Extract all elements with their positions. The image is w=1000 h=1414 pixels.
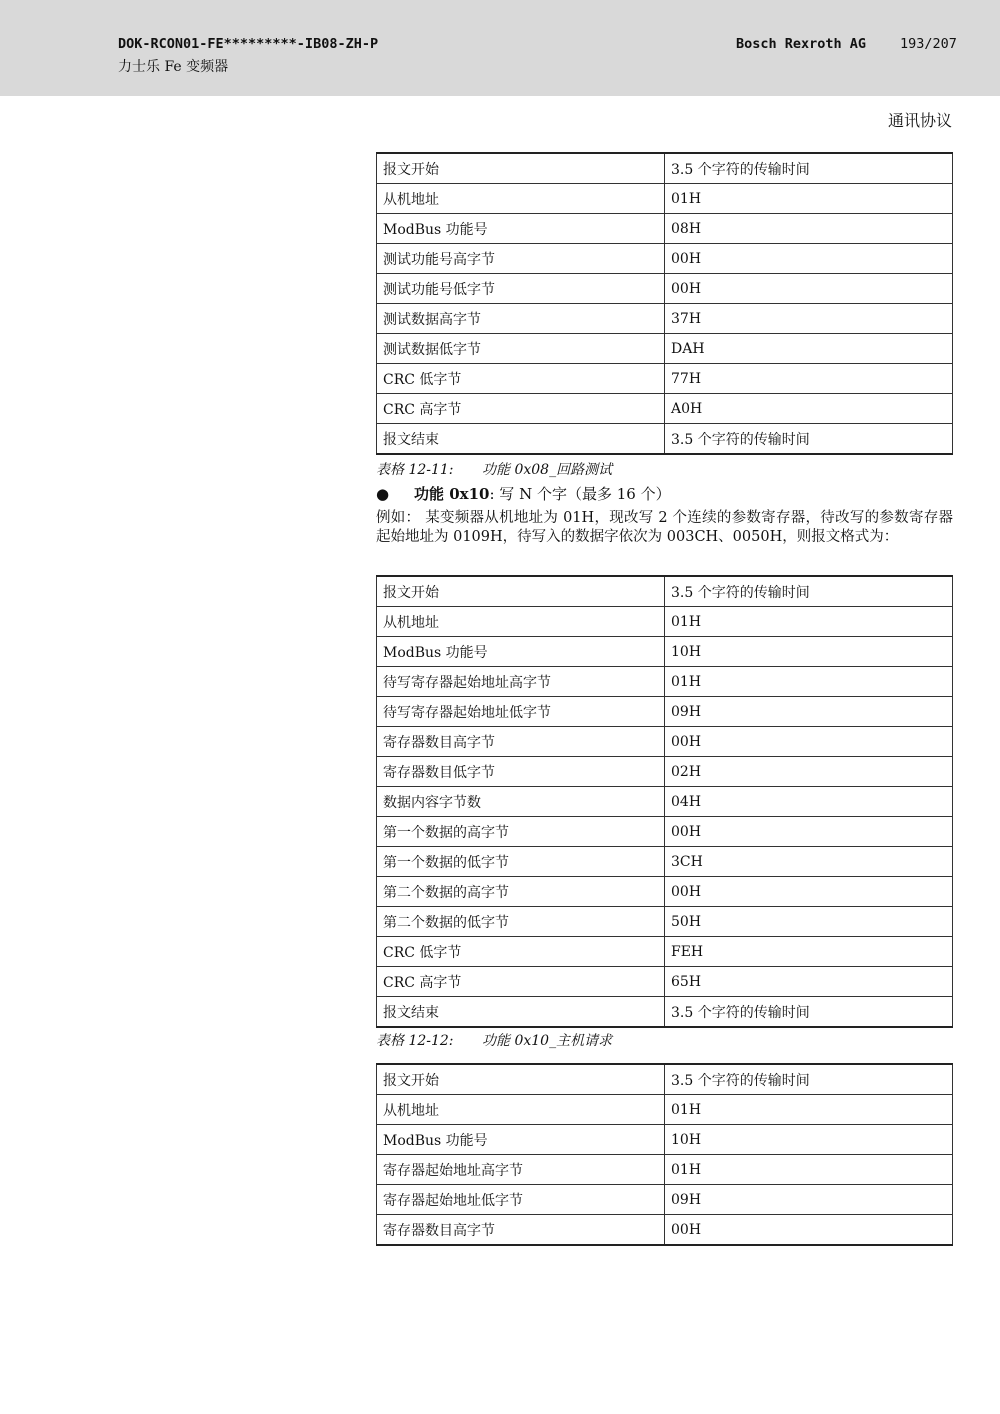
field-value-cell: DAH — [665, 334, 953, 364]
function-description: : 写 N 个字（最多 16 个） — [489, 485, 671, 503]
field-name-cell: 从机地址 — [377, 1095, 665, 1125]
table-row — [377, 1064, 953, 1095]
field-value-cell: 3.5 个字符的传输时间 — [665, 153, 953, 184]
function-name: 功能 0x10 — [414, 485, 490, 503]
field-value-cell: 3.5 个字符的传输时间 — [665, 1064, 953, 1095]
field-value-cell: 3CH — [665, 847, 953, 877]
field-name-cell: ModBus 功能号 — [377, 1125, 665, 1155]
field-value-cell: 50H — [665, 907, 953, 937]
field-value-cell: 08H — [665, 214, 953, 244]
table-row — [377, 697, 953, 727]
table-row — [377, 244, 953, 274]
field-value-cell: 00H — [665, 817, 953, 847]
field-value-cell: 77H — [665, 364, 953, 394]
table-row — [377, 997, 953, 1028]
field-name-cell: CRC 高字节 — [377, 394, 665, 424]
field-name-cell: 测试数据低字节 — [377, 334, 665, 364]
table-row — [377, 757, 953, 787]
field-value-cell: 00H — [665, 877, 953, 907]
field-value-cell: 00H — [665, 1215, 953, 1246]
field-name-cell: 第一个数据的高字节 — [377, 817, 665, 847]
page-number: 193/207 — [900, 36, 957, 52]
bullet-item — [376, 483, 671, 504]
table-row — [377, 1095, 953, 1125]
table-row — [377, 1155, 953, 1185]
field-name-cell: 测试功能号低字节 — [377, 274, 665, 304]
field-name-cell: 测试数据高字节 — [377, 304, 665, 334]
table-row — [377, 937, 953, 967]
table-row — [377, 847, 953, 877]
table-row — [377, 787, 953, 817]
field-value-cell: 01H — [665, 1095, 953, 1125]
field-name-cell: 报文开始 — [377, 153, 665, 184]
caption-number: 表格 12-12: — [376, 1033, 454, 1049]
field-name-cell: 寄存器数目高字节 — [377, 1215, 665, 1246]
field-name-cell: 第二个数据的低字节 — [377, 907, 665, 937]
field-value-cell: 09H — [665, 697, 953, 727]
product-name: 力士乐 Fe 变频器 — [118, 59, 229, 75]
field-value-cell: 09H — [665, 1185, 953, 1215]
field-value-cell: 65H — [665, 967, 953, 997]
function-10-request-table — [376, 575, 953, 1028]
table-caption — [376, 459, 612, 479]
field-value-cell: 00H — [665, 727, 953, 757]
table-row — [377, 817, 953, 847]
field-name-cell: 第一个数据的低字节 — [377, 847, 665, 877]
field-value-cell: A0H — [665, 394, 953, 424]
field-name-cell: CRC 高字节 — [377, 967, 665, 997]
field-name-cell: 寄存器起始地址高字节 — [377, 1155, 665, 1185]
field-name-cell: 待写寄存器起始地址高字节 — [377, 667, 665, 697]
table-row — [377, 967, 953, 997]
table-row — [377, 1125, 953, 1155]
table-row — [377, 394, 953, 424]
field-name-cell: 报文开始 — [377, 576, 665, 607]
table-row — [377, 334, 953, 364]
field-value-cell: 00H — [665, 244, 953, 274]
field-name-cell: 数据内容字节数 — [377, 787, 665, 817]
field-name-cell: 第二个数据的高字节 — [377, 877, 665, 907]
caption-text: 功能 0x10_主机请求 — [482, 1033, 613, 1049]
table-row — [377, 304, 953, 334]
field-value-cell: 02H — [665, 757, 953, 787]
caption-number: 表格 12-11: — [376, 462, 454, 478]
field-value-cell: 00H — [665, 274, 953, 304]
field-name-cell: 从机地址 — [377, 184, 665, 214]
table-row — [377, 1215, 953, 1246]
bullet-icon: ● — [376, 485, 390, 503]
table-row — [377, 727, 953, 757]
table-row — [377, 214, 953, 244]
table-row — [377, 364, 953, 394]
section-title: 通讯协议 — [887, 111, 952, 130]
field-name-cell: 待写寄存器起始地址低字节 — [377, 697, 665, 727]
table-row — [377, 667, 953, 697]
field-value-cell: 04H — [665, 787, 953, 817]
field-value-cell: 3.5 个字符的传输时间 — [665, 576, 953, 607]
field-value-cell: 3.5 个字符的传输时间 — [665, 997, 953, 1028]
field-value-cell: 10H — [665, 637, 953, 667]
field-value-cell: 01H — [665, 1155, 953, 1185]
field-value-cell: 01H — [665, 667, 953, 697]
table-row — [377, 637, 953, 667]
table-row — [377, 274, 953, 304]
field-name-cell: 从机地址 — [377, 607, 665, 637]
field-name-cell: 报文结束 — [377, 997, 665, 1028]
table-row — [377, 877, 953, 907]
table-row — [377, 1185, 953, 1215]
field-name-cell: 寄存器起始地址低字节 — [377, 1185, 665, 1215]
field-name-cell: 寄存器数目高字节 — [377, 727, 665, 757]
caption-text: 功能 0x08_回路测试 — [482, 462, 613, 478]
table-row — [377, 184, 953, 214]
field-value-cell: 10H — [665, 1125, 953, 1155]
page-header — [0, 0, 1000, 96]
table-row — [377, 907, 953, 937]
field-name-cell: 测试功能号高字节 — [377, 244, 665, 274]
field-value-cell: 37H — [665, 304, 953, 334]
table-row — [377, 153, 953, 184]
table-row — [377, 607, 953, 637]
field-value-cell: 01H — [665, 607, 953, 637]
field-value-cell: 01H — [665, 184, 953, 214]
example-paragraph: 例如： 某变频器从机地址为 01H，现改写 2 个连续的参数寄存器，待改写的参数寄存器起始地址为 0109H，待写入的数据字依次为 003CH、0050H，则报文格式为： — [376, 510, 953, 545]
function-10-response-table — [376, 1063, 953, 1246]
field-value-cell: FEH — [665, 937, 953, 967]
company-name: Bosch Rexroth AG — [736, 36, 867, 52]
field-name-cell: ModBus 功能号 — [377, 637, 665, 667]
table-row — [377, 424, 953, 455]
field-name-cell: 寄存器数目低字节 — [377, 757, 665, 787]
field-name-cell: 报文结束 — [377, 424, 665, 455]
field-name-cell: CRC 低字节 — [377, 364, 665, 394]
field-value-cell: 3.5 个字符的传输时间 — [665, 424, 953, 455]
field-name-cell: CRC 低字节 — [377, 937, 665, 967]
field-name-cell: ModBus 功能号 — [377, 214, 665, 244]
table-row — [377, 576, 953, 607]
document-code: DOK-RCON01-FE*********-IB08-ZH-P — [118, 36, 379, 52]
table-caption — [376, 1030, 612, 1050]
function-08-table — [376, 152, 953, 455]
field-name-cell: 报文开始 — [377, 1064, 665, 1095]
